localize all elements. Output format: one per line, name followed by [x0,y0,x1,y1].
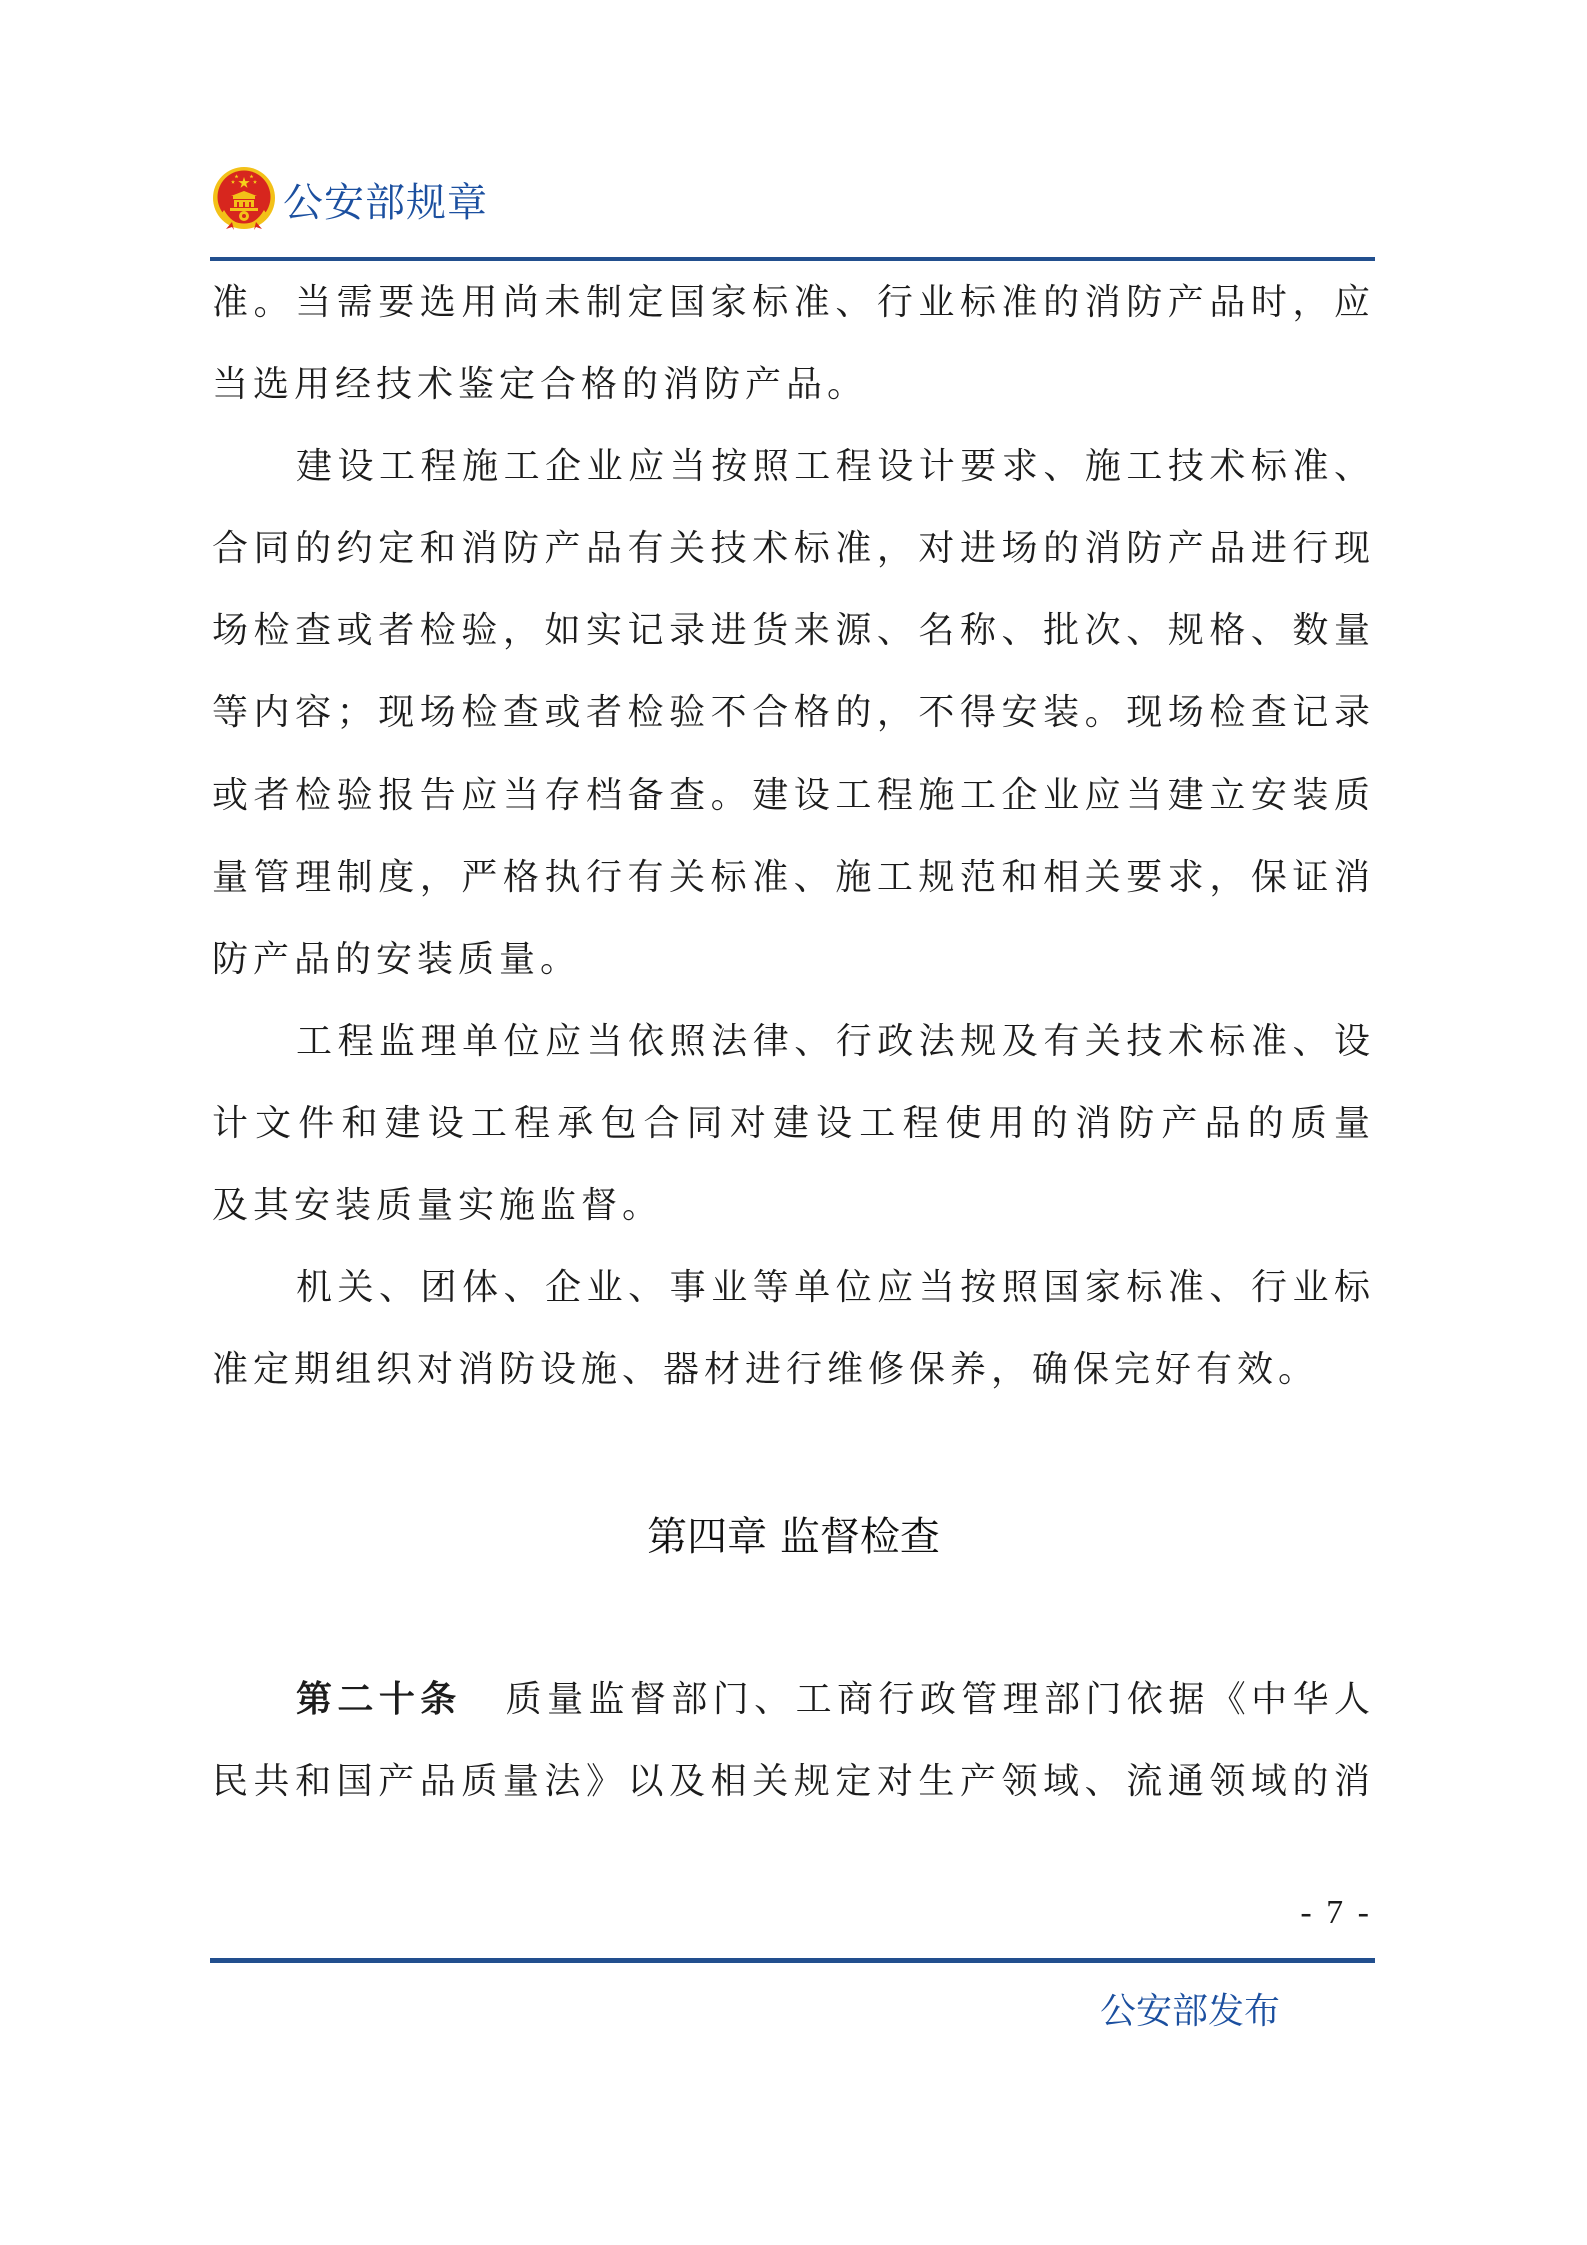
page-number: - 7 - [1300,1894,1372,1931]
paragraph-1 [212,262,1375,426]
text-line: 工程监理单位应当依照法律、行政法规及有关技术标准、设 [296,1020,1375,1062]
header-title: 公安部规章 [283,180,488,226]
article-number: 第二十条 [296,1679,462,1720]
text-line: 民共和国产品质量法》以及相关规定对生产领域、流通领域的消 [212,1761,1375,1803]
text-line: 场检查或者检验，如实记录进货来源、名称、批次、规格、数量 [212,610,1375,652]
paragraph-4 [212,1247,1375,1411]
text-line: 或者检验报告应当存档备查。建设工程施工企业应当建立安装质 [212,774,1375,816]
body-text [212,262,1375,1411]
footer-divider [210,1958,1375,1963]
paragraph-2 [212,426,1375,1001]
chapter-heading: 第四章 监督检查 [647,1514,940,1560]
text-line: 量管理制度，严格执行有关标准、施工规范和相关要求，保证消 [212,856,1375,898]
national-emblem-icon [212,166,276,230]
text-line: 准。当需要选用尚未制定国家标准、行业标准的消防产品时，应 [212,282,1375,323]
paragraph-3 [212,1001,1375,1247]
header-divider [210,257,1375,261]
article-20 [212,1659,1375,1823]
text-line: 防产品的安装质量。 [212,938,582,980]
text-line: 及其安装质量实施监督。 [212,1185,664,1227]
footer-publisher: 公安部发布 [1100,1991,1281,2032]
article-first-line [212,1659,1375,1741]
emblem-graphic [212,166,276,230]
text-line: 机关、团体、企业、事业等单位应当按照国家标准、行业标 [296,1267,1375,1309]
text-line: 建设工程施工企业应当按照工程设计要求、施工技术标准、 [296,446,1375,488]
article-text: 质量监督部门、工商行政管理部门依据《中华人 [505,1679,1375,1720]
text-line: 当选用经技术鉴定合格的消防产品。 [212,364,869,406]
text-line: 合同的约定和消防产品有关技术标准，对进场的消防产品进行现 [212,528,1375,570]
text-line: 准定期组织对消防设施、器材进行维修保养，确保完好有效。 [212,1349,1320,1391]
text-line: 计文件和建设工程承包合同对建设工程使用的消防产品的质量 [212,1102,1375,1144]
text-line: 等内容；现场检查或者检验不合格的，不得安装。现场检查记录 [212,692,1375,734]
